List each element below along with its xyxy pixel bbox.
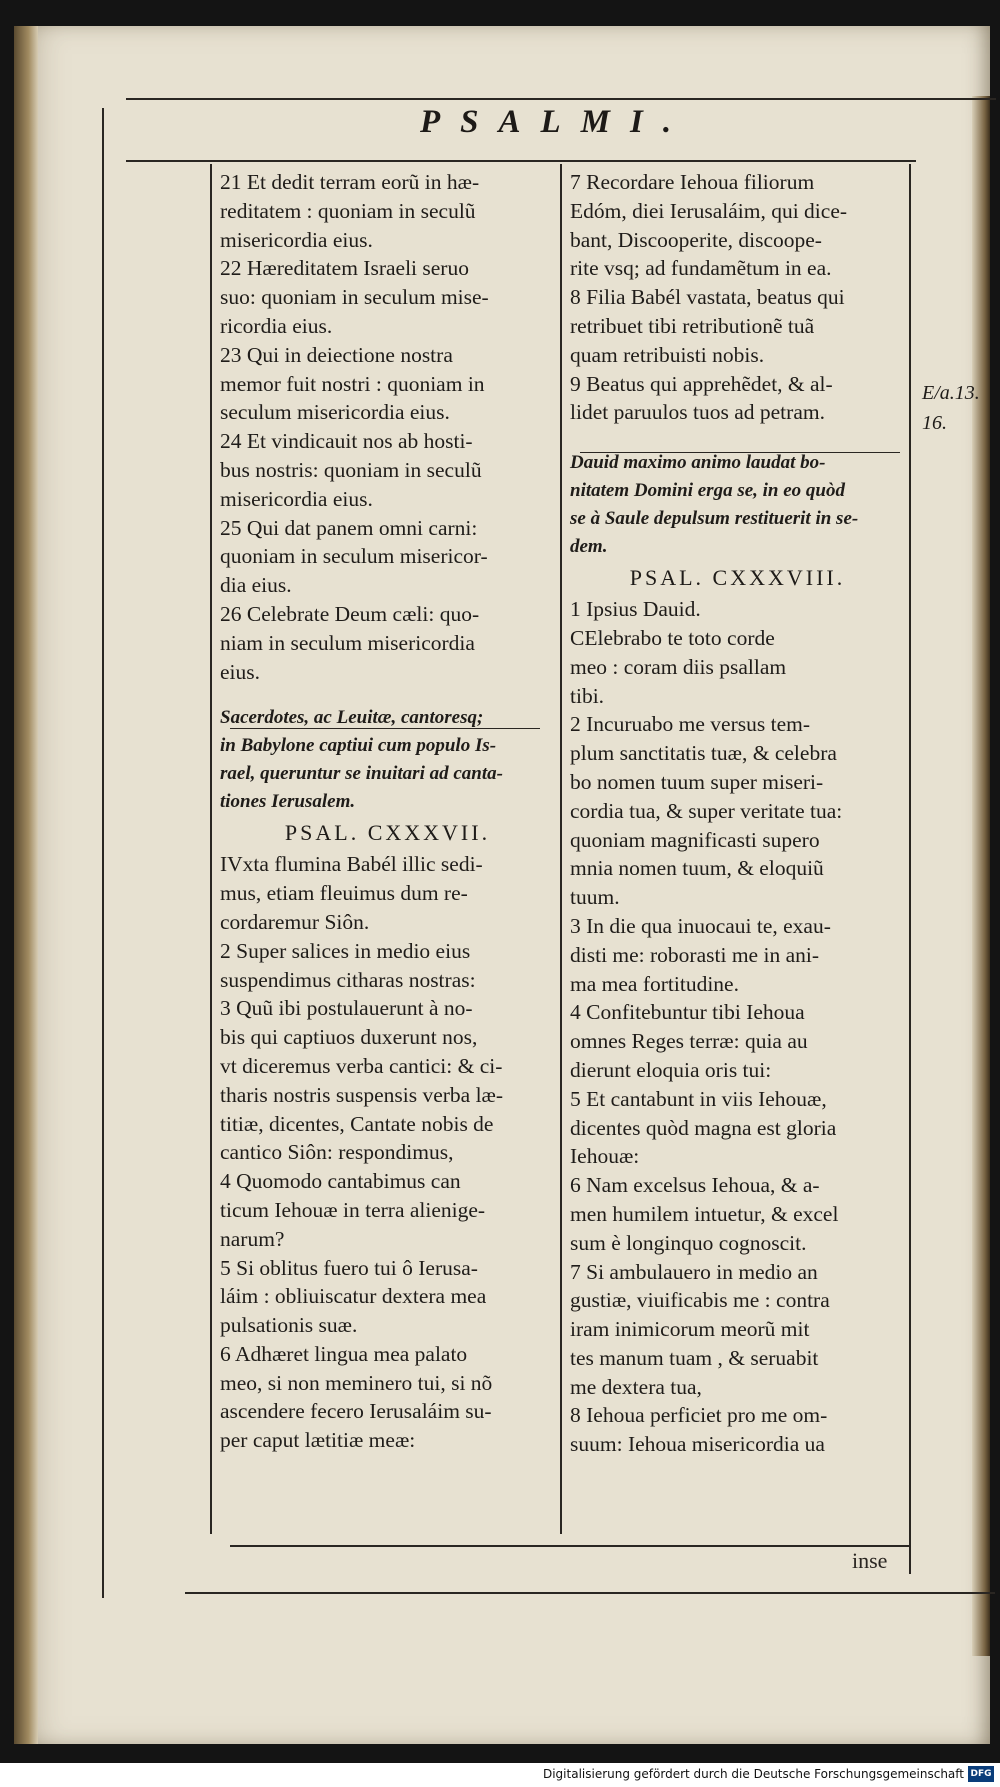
margin-note-line: 16. (922, 412, 947, 434)
verse-line: ascendere fecero Ierusaláim su- (220, 1399, 492, 1424)
verse-line: pulsationis suæ. (220, 1313, 358, 1338)
verse-line: narum? (220, 1226, 285, 1251)
verse-line: omnes Reges terræ: quia au (570, 1029, 808, 1054)
verse-line: 22 Hæreditatem Israeli seruo (220, 256, 469, 281)
psalm-heading-137: PSAL. CXXXVII. (284, 820, 491, 846)
verse-line: IVxta flumina Babél illic sedi- (220, 852, 483, 877)
verse-line: quoniam in seculum misericor- (220, 544, 488, 569)
header-rule-bottom (126, 160, 916, 162)
verse-line: 7 Si ambulauero in medio an (570, 1259, 818, 1284)
argument-line: nitatem Domini erga se, in eo quòd (570, 480, 845, 502)
verse-line: dia eius. (220, 573, 292, 598)
verse-line: tes manum tuam , & seruabit (570, 1345, 819, 1370)
verse-line: mus, etiam fleuimus dum re- (220, 881, 468, 906)
verse-line: vt diceremus verba cantici: & ci- (220, 1053, 503, 1078)
verse-line: iram inimicorum meorũ mit (570, 1317, 810, 1342)
verse-line: tharis nostris suspensis verba læ- (220, 1082, 504, 1107)
verse-line: meo : coram diis psallam (570, 654, 787, 679)
right-verses-top (570, 168, 905, 427)
verse-line: cordaremur Siôn. (220, 909, 370, 934)
argument-line: dem. (570, 536, 608, 558)
verse-line: Iehouæ: (570, 1144, 640, 1169)
column-rule-right (909, 164, 911, 1574)
argument-line: tiones Ierusalem. (220, 791, 356, 813)
margin-note (922, 378, 980, 438)
verse-line: rite vsq; ad fundamẽtum in ea. (570, 256, 832, 281)
verse-line: lidet paruulos tuos ad petram. (570, 400, 825, 425)
verse-line: 7 Recordare Iehoua filiorum (570, 170, 815, 194)
verse-line: 3 In die qua inuocaui te, exau- (570, 913, 831, 938)
verse-line: 24 Et vindicauit nos ab hosti- (220, 429, 473, 454)
verse-line: suspendimus citharas nostras: (220, 967, 476, 992)
verse-line: bant, Discooperite, discoope- (570, 227, 822, 252)
verse-line: cordia tua, & super veritate tua: (570, 798, 843, 823)
verse-line: CElebrabo te toto corde (570, 625, 775, 650)
verse-line: quam retribuisti nobis. (570, 342, 765, 367)
footer-credit: Digitalisierung gefördert durch die Deutsche Forschungsgemeinschaft (542, 1767, 964, 1781)
left-verses-bottom (220, 850, 555, 1455)
catchword: inse (852, 1548, 888, 1573)
verse-line: 2 Super salices in medio eius (220, 938, 471, 963)
page-edge (972, 96, 990, 1656)
verse-line: plum sanctitatis tuæ, & celebra (570, 741, 837, 766)
header-rule-top (126, 98, 996, 100)
verse-line: misericordia eius. (220, 227, 373, 252)
outer-left-rule (102, 108, 104, 1598)
verse-line: eius. (220, 659, 261, 684)
dfg-logo: DFG (968, 1766, 994, 1782)
verse-line: men humilem intuetur, & excel (570, 1201, 839, 1226)
verse-line: 9 Beatus qui apprehẽdet, & al- (570, 371, 833, 396)
verse-line: cantico Siôn: respondimus, (220, 1140, 454, 1165)
verse-line: 8 Filia Babél vastata, beatus qui (570, 285, 845, 310)
right-column (570, 168, 905, 1459)
verse-line: 25 Qui dat panem omni carni: (220, 515, 478, 540)
argument-line: se à Saule depulsum restituerit in se- (570, 508, 859, 530)
verse-line: seculum misericordia eius. (220, 400, 450, 425)
verse-line: Edóm, diei Ierusaláim, qui dice- (570, 198, 848, 223)
verse-line: bis qui captiuos duxerunt nos, (220, 1025, 478, 1050)
footer-rule (230, 1545, 910, 1547)
verse-line: 8 Iehoua perficiet pro me om- (570, 1403, 828, 1428)
verse-line: 4 Confitebuntur tibi Iehoua (570, 1000, 805, 1025)
verse-line: per caput lætitiæ meæ: (220, 1428, 416, 1453)
right-verses-bottom (570, 595, 905, 1459)
verse-line: tuum. (570, 885, 620, 910)
argument-line: rael, queruntur se inuitari ad canta- (220, 763, 503, 785)
left-verses-top (220, 168, 555, 686)
verse-line: me dextera tua, (570, 1374, 702, 1399)
verse-line: 23 Qui in deiectione nostra (220, 342, 453, 367)
verse-line: 3 Quũ ibi postulauerunt à no- (220, 996, 473, 1021)
book-spine (14, 26, 38, 1744)
page-header: PSALMI. (420, 104, 692, 140)
margin-note-line: E/a.13. (922, 382, 980, 404)
verse-line: 6 Nam excelsus Iehoua, & a- (570, 1173, 820, 1198)
verse-line: 5 Et cantabunt in viis Iehouæ, (570, 1086, 827, 1111)
verse-line: misericordia eius. (220, 486, 373, 511)
column-divider (560, 164, 562, 1534)
bottom-rule (185, 1592, 995, 1594)
verse-line: sum è longinquo cognoscit. (570, 1230, 807, 1255)
argument-line: Sacerdotes, ac Leuitæ, cantoresq; (220, 707, 484, 729)
verse-line: 26 Celebrate Deum cæli: quo- (220, 601, 480, 626)
left-column (220, 168, 555, 1455)
verse-line: bus nostris: quoniam in seculũ (220, 457, 482, 482)
verse-line: niam in seculum misericordia (220, 630, 475, 655)
verse-line: 2 Incuruabo me versus tem- (570, 712, 811, 737)
verse-line: memor fuit nostri : quoniam in (220, 371, 485, 396)
psalm-heading-138: PSAL. CXXXVIII. (629, 565, 846, 591)
verse-line: suum: Iehoua misericordia ua (570, 1432, 825, 1457)
verse-line: reditatem : quoniam in seculũ (220, 198, 476, 223)
column-rule-left (210, 164, 212, 1534)
verse-line: suo: quoniam in seculum mise- (220, 285, 489, 310)
verse-line: tibi. (570, 683, 605, 708)
verse-line: gustiæ, viuificabis me : contra (570, 1288, 830, 1313)
footer-bar (0, 1763, 1000, 1787)
verse-line: mnia nomen tuum, & eloquiũ (570, 856, 824, 881)
verse-line: bo nomen tuum super miseri- (570, 769, 824, 794)
argument-line: Dauid maximo animo laudat bo- (570, 452, 826, 474)
verse-line: 4 Quomodo cantabimus can (220, 1169, 461, 1194)
verse-line: disti me: roborasti me in ani- (570, 942, 819, 967)
verse-line: láim : obliuiscatur dextera mea (220, 1284, 487, 1309)
left-argument (220, 704, 555, 816)
verse-line: 5 Si oblitus fuero tui ô Ierusa- (220, 1255, 478, 1280)
verse-line: dierunt eloquia oris tui: (570, 1057, 772, 1082)
verse-line: quoniam magnificasti supero (570, 827, 820, 852)
verse-line: ma mea fortitudine. (570, 971, 739, 996)
right-argument (570, 449, 905, 561)
verse-line: dicentes quòd magna est gloria (570, 1115, 837, 1140)
verse-line: 21 Et dedit terram eorũ in hæ- (220, 170, 480, 194)
verse-line: titiæ, dicentes, Cantate nobis de (220, 1111, 494, 1136)
argument-line: in Babylone captiui cum populo Is- (220, 735, 497, 757)
verse-line: 6 Adhæret lingua mea palato (220, 1341, 468, 1366)
verse-line: ricordia eius. (220, 313, 333, 338)
verse-line: meo, si non meminero tui, si nõ (220, 1370, 493, 1395)
verse-line: ticum Iehouæ in terra alienige- (220, 1197, 486, 1222)
verse-line: 1 Ipsius Dauid. (570, 597, 701, 622)
verse-line: retribuet tibi retributionẽ tuã (570, 313, 815, 338)
